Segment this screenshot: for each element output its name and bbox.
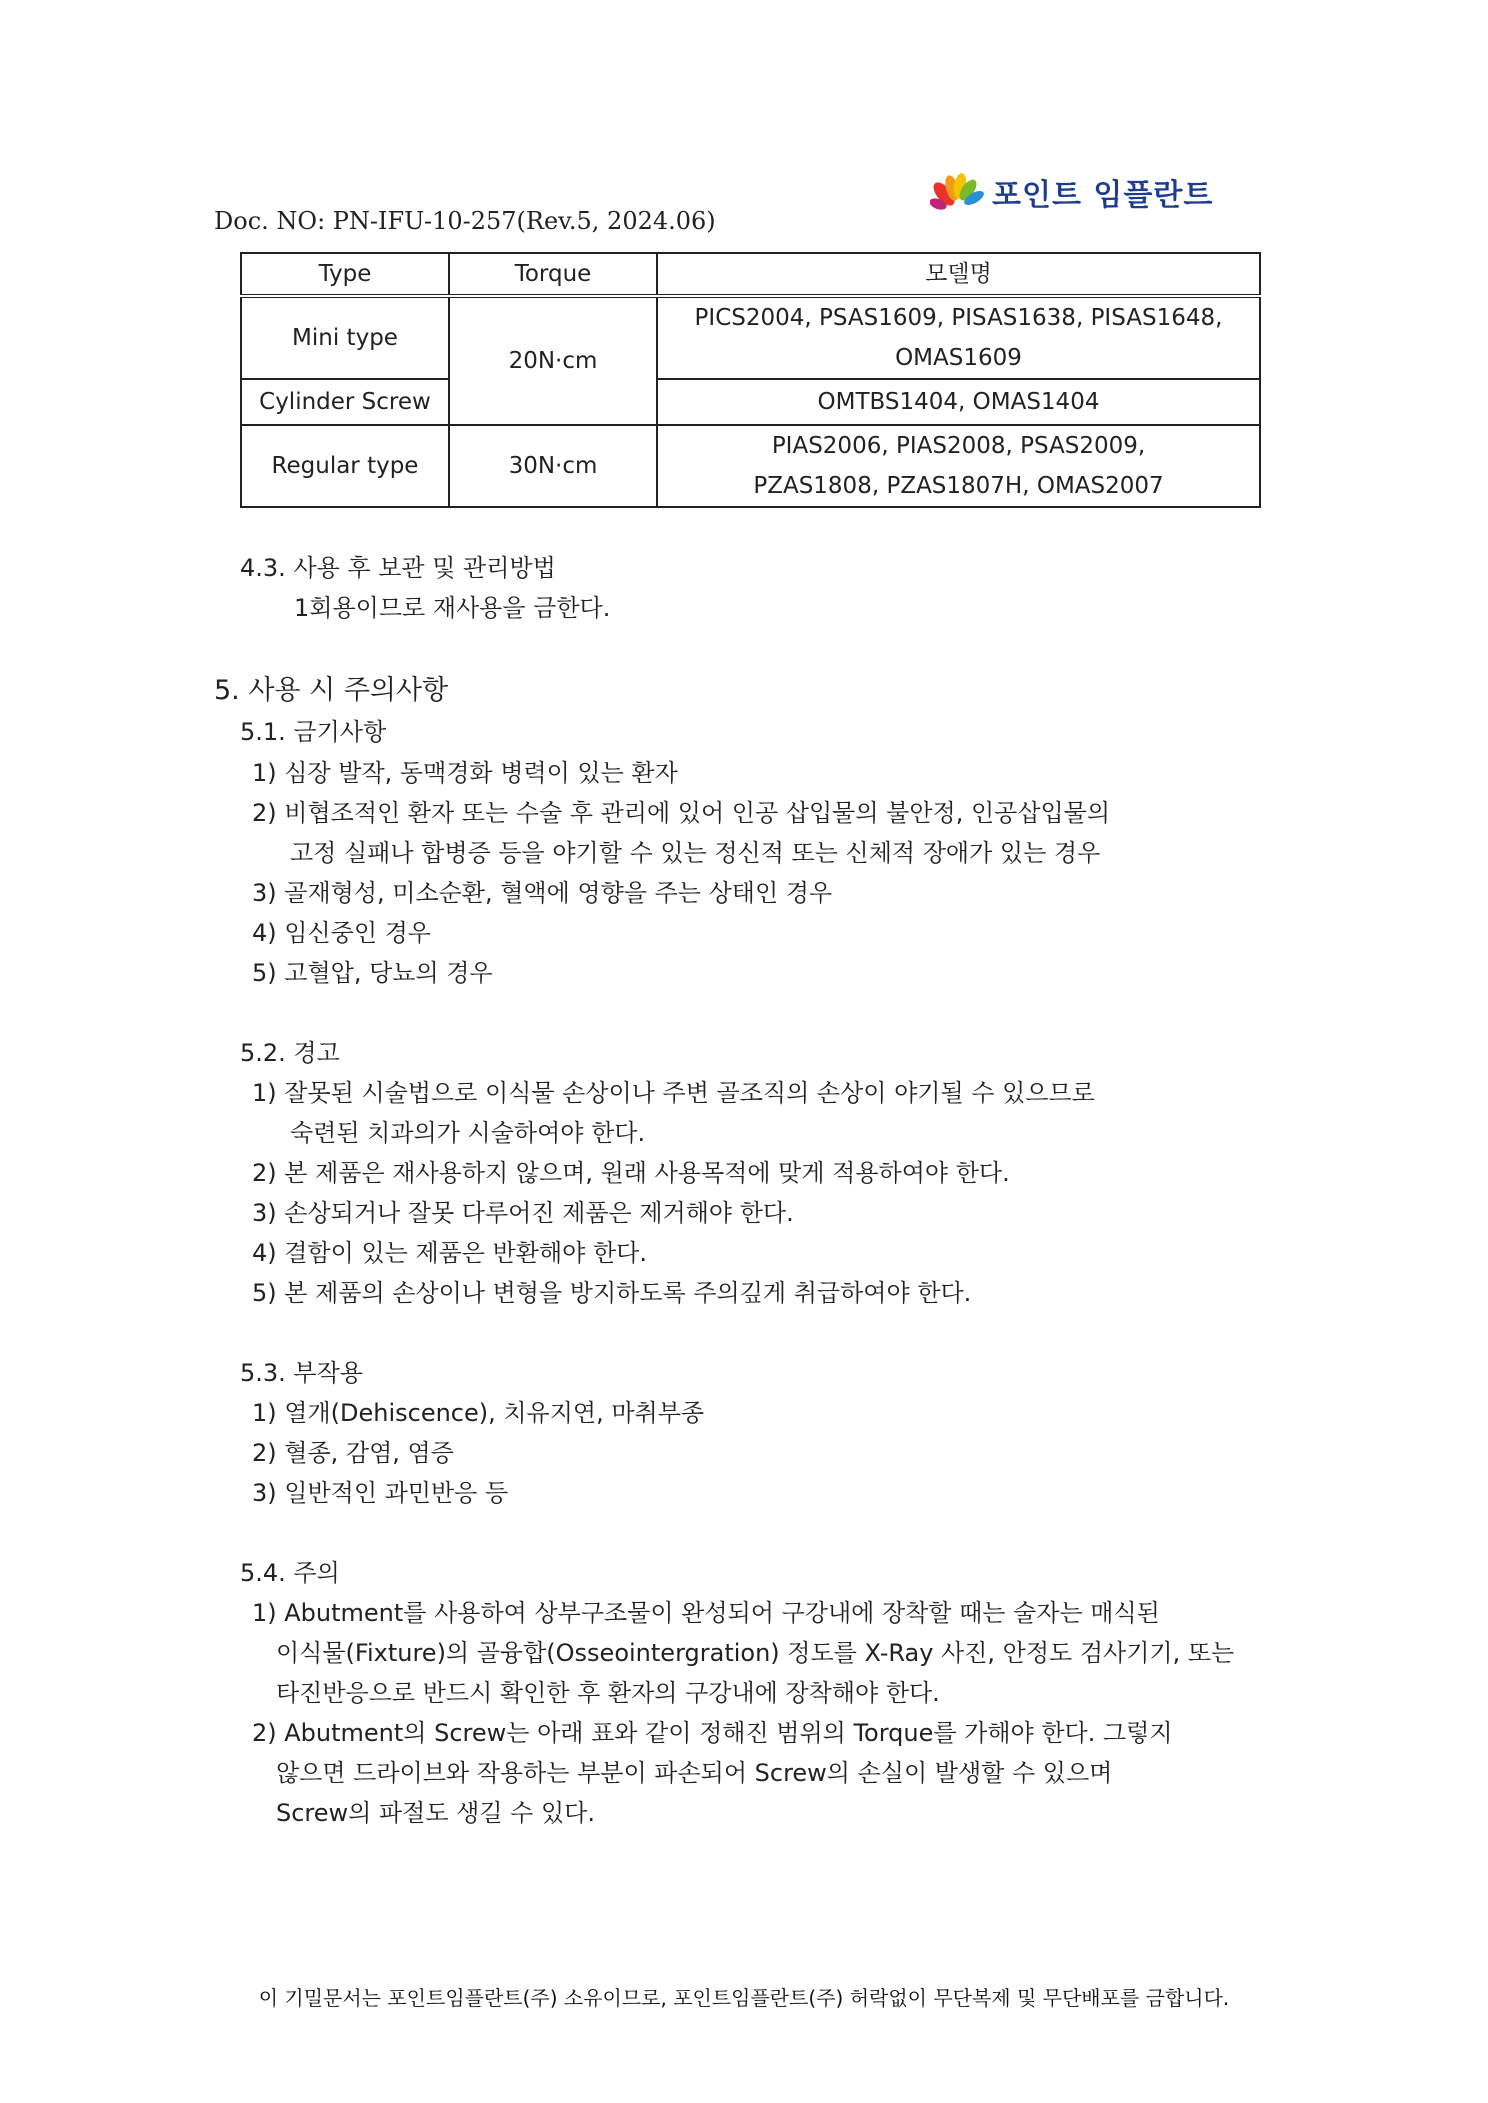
table-row xyxy=(241,296,1260,379)
list-item: 1) 심장 발작, 동맥경화 병력이 있는 환자 xyxy=(252,759,678,787)
cell-models xyxy=(657,425,1260,507)
list-item: 1) 열개(Dehiscence), 치유지연, 마취부종 xyxy=(252,1399,705,1427)
header-type: Type xyxy=(241,253,449,296)
list-item-continuation: 이식물(Fixture)의 골융합(Osseointergration) 정도를 X-Ray 사진, 안정도 검사기기, 또는 xyxy=(276,1639,1235,1667)
header-model-name: 모델명 xyxy=(657,253,1260,296)
list-item: 2) Abutment의 Screw는 아래 표와 같이 정해진 범위의 Torque를 가해야 한다. 그렇지 xyxy=(252,1719,1173,1747)
list-item: 2) 혈종, 감염, 염증 xyxy=(252,1439,454,1467)
list-item: 1) Abutment를 사용하여 상부구조물이 완성되어 구강내에 장착할 때는 술자는 매식된 xyxy=(252,1599,1160,1627)
cell-torque-shared: 20N·cm xyxy=(449,296,657,425)
list-item: 3) 일반적인 과민반응 등 xyxy=(252,1479,509,1507)
table-row xyxy=(241,425,1260,507)
section-5-2-title: 5.2. 경고 xyxy=(240,1039,340,1067)
flower-logo-icon xyxy=(930,172,986,212)
list-item-continuation: 숙련된 치과의가 시술하여야 한다. xyxy=(290,1119,646,1147)
list-item-continuation: Screw의 파절도 생길 수 있다. xyxy=(276,1799,595,1827)
section-5-4-title: 5.4. 주의 xyxy=(240,1559,340,1587)
torque-spec-table xyxy=(240,252,1261,508)
cell-models xyxy=(657,296,1260,379)
model-line: PIAS2006, PIAS2008, PSAS2009, xyxy=(771,433,1146,459)
list-item: 4) 결함이 있는 제품은 반환해야 한다. xyxy=(252,1239,647,1267)
cell-torque: 30N·cm xyxy=(449,425,657,507)
table-row xyxy=(241,379,1260,425)
model-line: OMTBS1404, OMAS1404 xyxy=(817,389,1100,415)
cell-models xyxy=(657,379,1260,425)
section-5-1-title: 5.1. 금기사항 xyxy=(240,718,387,746)
company-logo xyxy=(930,168,1213,216)
confidentiality-footer: 이 기밀문서는 포인트임플란트(주) 소유이므로, 포인트임플란트(주) 허락없이 무단복제 및 무단배포를 금합니다. xyxy=(258,1986,1230,2010)
list-item: 2) 본 제품은 재사용하지 않으며, 원래 사용목적에 맞게 적용하여야 한다. xyxy=(252,1159,1010,1187)
header-torque: Torque xyxy=(449,253,657,296)
model-line: OMAS1609 xyxy=(895,345,1022,371)
list-item: 5) 본 제품의 손상이나 변형을 방지하도록 주의깊게 취급하여야 한다. xyxy=(252,1279,972,1307)
list-item-continuation: 타진반응으로 반드시 확인한 후 환자의 구강내에 장착해야 한다. xyxy=(276,1679,940,1707)
model-line: PZAS1808, PZAS1807H, OMAS2007 xyxy=(753,473,1164,499)
list-item-continuation: 고정 실패나 합병증 등을 야기할 수 있는 정신적 또는 신체적 장애가 있는 경우 xyxy=(290,839,1101,867)
logo-text: 포인트 임플란트 xyxy=(992,178,1214,213)
cell-type: Cylinder Screw xyxy=(241,379,449,425)
section-4-3-title: 4.3. 사용 후 보관 및 관리방법 xyxy=(240,554,556,582)
list-item: 1) 잘못된 시술법으로 이식물 손상이나 주변 골조직의 손상이 야기될 수 있으므로 xyxy=(252,1079,1095,1107)
list-item: 3) 손상되거나 잘못 다루어진 제품은 제거해야 한다. xyxy=(252,1199,794,1227)
document-number: Doc. NO: PN-IFU-10-257(Rev.5, 2024.06) xyxy=(214,207,716,235)
list-item: 5) 고혈압, 당뇨의 경우 xyxy=(252,959,493,987)
model-line: PICS2004, PSAS1609, PISAS1638, PISAS1648, xyxy=(694,305,1223,331)
table-header-row xyxy=(241,253,1260,296)
section-5-3-title: 5.3. 부작용 xyxy=(240,1359,363,1387)
list-item: 2) 비협조적인 환자 또는 수술 후 관리에 있어 인공 삽입물의 불안정, 인공삽입물의 xyxy=(252,799,1111,827)
list-item-continuation: 않으면 드라이브와 작용하는 부분이 파손되어 Screw의 손실이 발생할 수 있으며 xyxy=(276,1759,1113,1787)
list-item: 3) 골재형성, 미소순환, 혈액에 영향을 주는 상태인 경우 xyxy=(252,879,833,907)
section-4-3-text: 1회용이므로 재사용을 금한다. xyxy=(294,594,611,622)
cell-type: Mini type xyxy=(241,296,449,379)
cell-type: Regular type xyxy=(241,425,449,507)
section-5-title: 5. 사용 시 주의사항 xyxy=(214,675,449,706)
list-item: 4) 임신중인 경우 xyxy=(252,919,431,947)
